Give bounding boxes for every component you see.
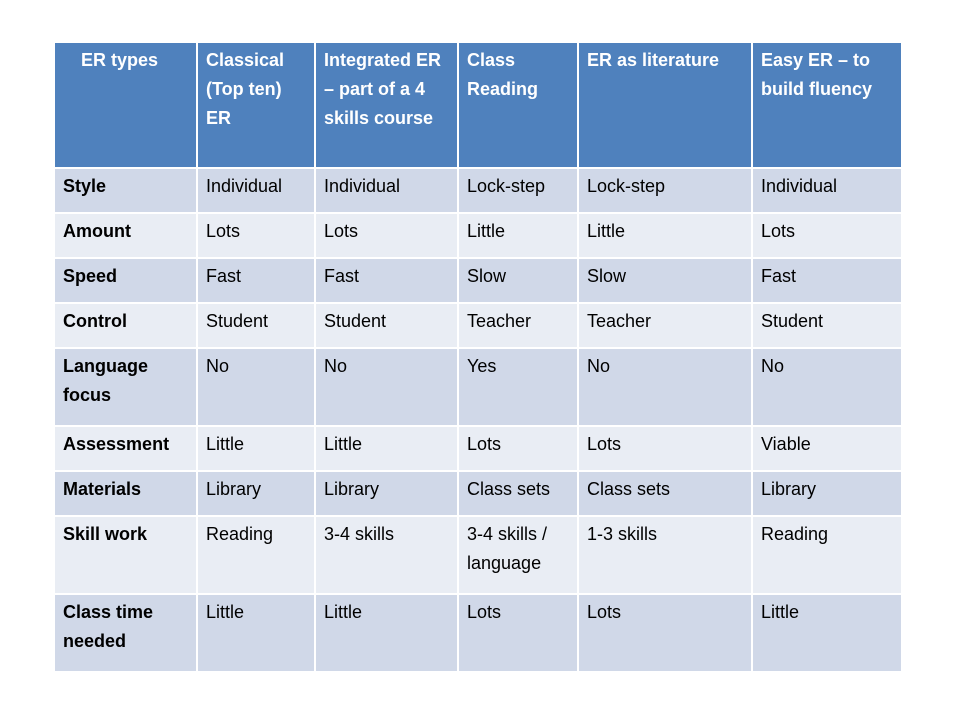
table-cell: Lots	[578, 426, 752, 471]
table-cell: Individual	[752, 168, 901, 213]
table-row	[55, 516, 901, 594]
row-header-cell: Class time needed	[55, 594, 197, 672]
table-row	[55, 594, 901, 672]
table-cell: Lots	[458, 426, 578, 471]
table-cell: Fast	[752, 258, 901, 303]
row-header-cell: Amount	[55, 213, 197, 258]
table-cell: Class sets	[458, 471, 578, 516]
table-cell: No	[197, 348, 315, 426]
table-cell: 3-4 skills / language	[458, 516, 578, 594]
table-cell: 3-4 skills	[315, 516, 458, 594]
header-cell-classical: Classical (Top ten) ER	[197, 43, 315, 168]
table-row	[55, 168, 901, 213]
header-cell-er-types: ER types	[55, 43, 197, 168]
table-cell: Lots	[752, 213, 901, 258]
table-cell: Little	[315, 426, 458, 471]
table-cell: No	[578, 348, 752, 426]
table-cell: Little	[458, 213, 578, 258]
table-cell: Library	[315, 471, 458, 516]
row-header-cell: Skill work	[55, 516, 197, 594]
table-row	[55, 348, 901, 426]
table-cell: Little	[197, 594, 315, 672]
table-cell: Individual	[315, 168, 458, 213]
table-row	[55, 426, 901, 471]
table-cell: Yes	[458, 348, 578, 426]
table-cell: Little	[315, 594, 458, 672]
table-cell: Lock-step	[578, 168, 752, 213]
table-cell: 1-3 skills	[578, 516, 752, 594]
row-header-cell: Control	[55, 303, 197, 348]
table-cell: Lock-step	[458, 168, 578, 213]
table-cell: Reading	[752, 516, 901, 594]
table-cell: Teacher	[578, 303, 752, 348]
table-cell: Little	[197, 426, 315, 471]
table-cell: Lots	[578, 594, 752, 672]
row-header-cell: Materials	[55, 471, 197, 516]
table-cell: Lots	[458, 594, 578, 672]
table-cell: Library	[752, 471, 901, 516]
table-cell: Class sets	[578, 471, 752, 516]
row-header-cell: Language focus	[55, 348, 197, 426]
table-cell: Little	[578, 213, 752, 258]
header-cell-easy-er: Easy ER – to build fluency	[752, 43, 901, 168]
table-cell: Individual	[197, 168, 315, 213]
table-cell: Lots	[197, 213, 315, 258]
table-cell: Student	[752, 303, 901, 348]
row-header-cell: Assessment	[55, 426, 197, 471]
table-cell: Slow	[578, 258, 752, 303]
table-header-row	[55, 43, 901, 168]
table-cell: Viable	[752, 426, 901, 471]
table-row	[55, 471, 901, 516]
table-cell: Fast	[197, 258, 315, 303]
header-cell-class-reading: Class Reading	[458, 43, 578, 168]
table-cell: Little	[752, 594, 901, 672]
table-cell: Student	[197, 303, 315, 348]
table-row	[55, 213, 901, 258]
table-cell: Student	[315, 303, 458, 348]
table-cell: Library	[197, 471, 315, 516]
table-cell: No	[752, 348, 901, 426]
er-comparison-table	[55, 43, 901, 673]
table-cell: No	[315, 348, 458, 426]
table-cell: Teacher	[458, 303, 578, 348]
row-header-cell: Speed	[55, 258, 197, 303]
table-row	[55, 303, 901, 348]
table-cell: Fast	[315, 258, 458, 303]
header-cell-literature: ER as literature	[578, 43, 752, 168]
row-header-cell: Style	[55, 168, 197, 213]
table-cell: Slow	[458, 258, 578, 303]
table-cell: Lots	[315, 213, 458, 258]
table-row	[55, 258, 901, 303]
header-cell-integrated: Integrated ER – part of a 4 skills course	[315, 43, 458, 168]
table-cell: Reading	[197, 516, 315, 594]
